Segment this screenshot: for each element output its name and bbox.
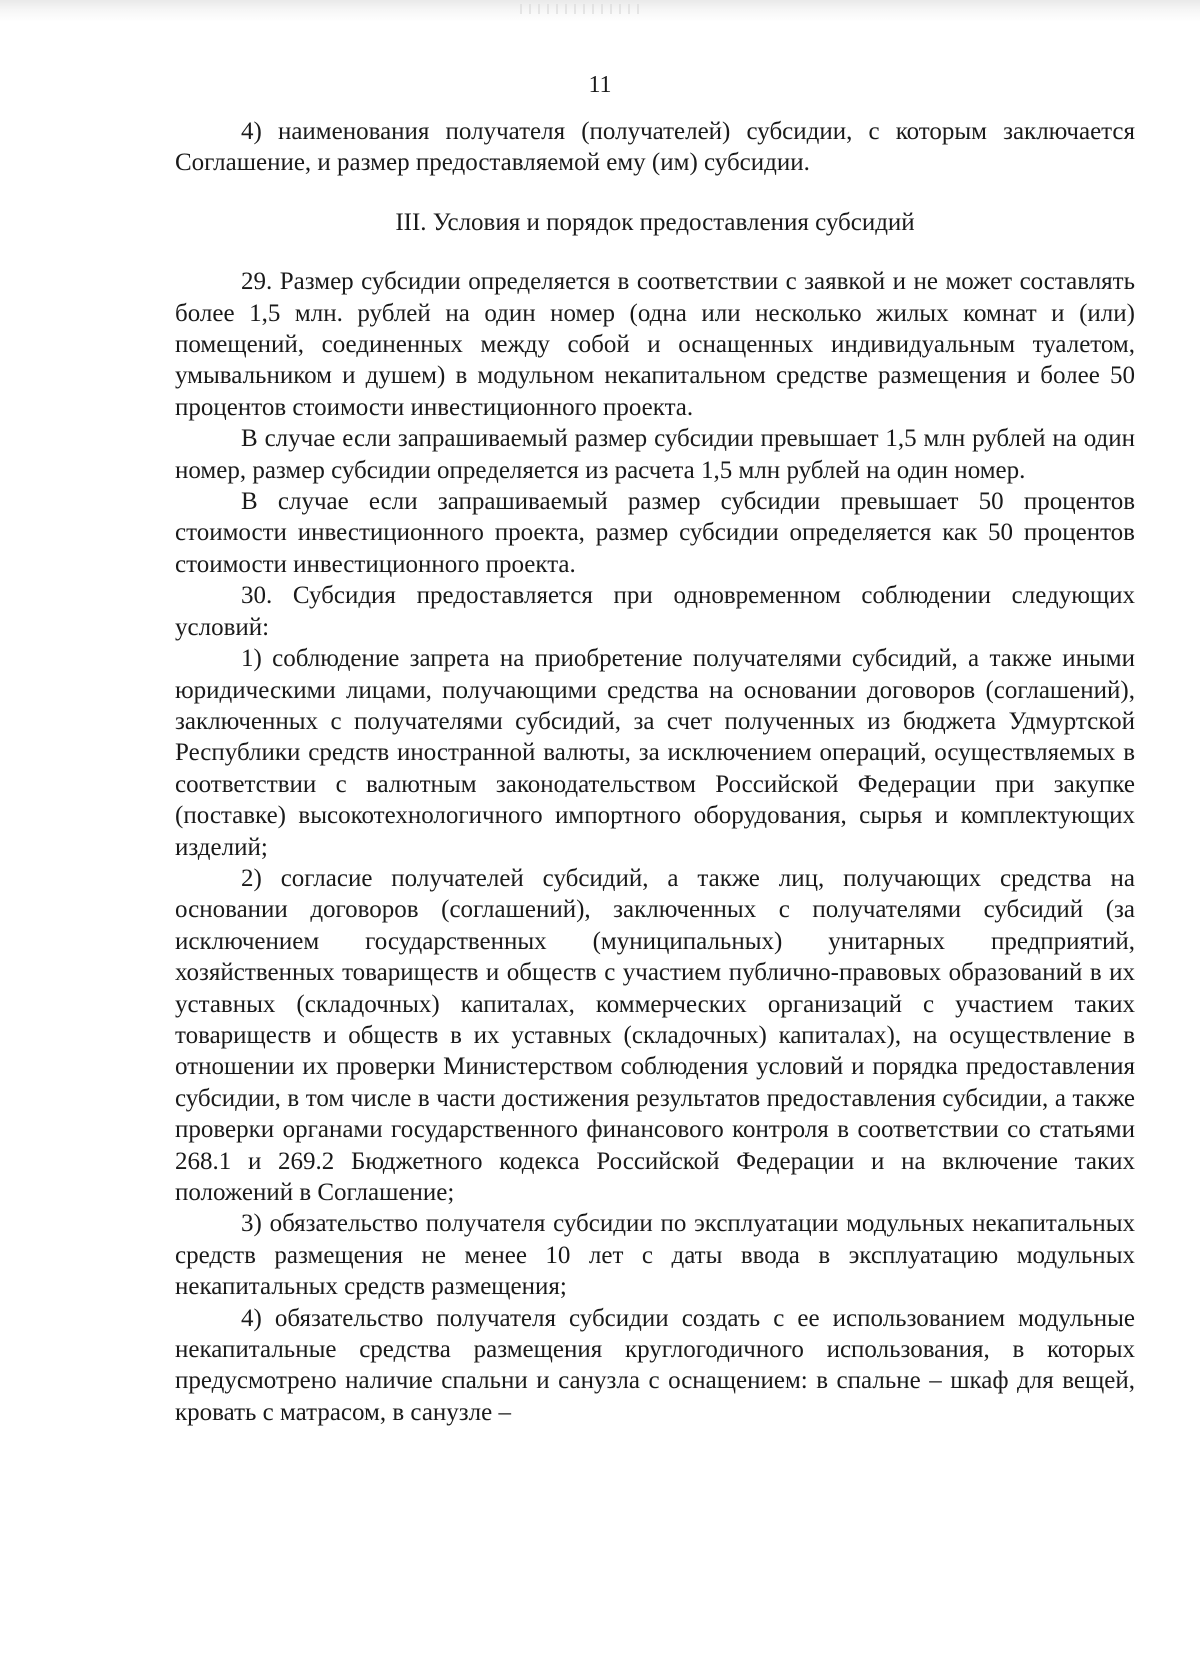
document-body: [175, 116, 1135, 1428]
paragraph-30-conditions: 30. Субсидия предоставляется при одновременном соблюдении следующих условий:: [175, 582, 1135, 641]
condition-2-audit-consent: 2) согласие получателей субсидий, а также лиц, получающих средства на основании договоров (соглашений), заключенных с получателями субсидий (за исключением государственных (муниципальных) унитарных предприятий, хозяйственных товариществ и обществ с участием публично-правовых образований в их уставных (складочных) капиталах, коммерческих организаций с участием таких товариществ и обществ в их уставных (складочных) капиталах), на осуществление в отношении их проверки Министерством соблюдения условий и порядка предоставления субсидии, в том числе в части достижения результатов предоставления субсидии, а также проверки органами государственного финансового контроля в соответствии со статьями 268.1 и 269.2 Бюджетного кодекса Российской Федерации и на включение таких положений в Соглашение;: [175, 864, 1135, 1206]
section-heading: III. Условия и порядок предоставления субсидий: [395, 208, 915, 236]
paragraph-item-4-recipient-names: 4) наименования получателя (получателей) субсидии, с которым заключается Соглашение, и размер предоставляемой ему (им) субсидии.: [175, 118, 1135, 177]
paragraph-limit-per-room: В случае если запрашиваемый размер субсидии превышает 1,5 млн рублей на один номер, размер субсидии определяется из расчета 1,5 млн рублей на один номер.: [175, 425, 1135, 484]
paragraph-limit-percent: В случае если запрашиваемый размер субсидии превышает 50 процентов стоимости инвестиционного проекта, размер субсидии определяется как 50 процентов стоимости инвестиционного проекта.: [175, 488, 1135, 578]
condition-1-currency-ban: 1) соблюдение запрета на приобретение получателями субсидий, а также иными юридическими лицами, получающими средства на основании договоров (соглашений), заключенных с получателями субсидий, за счет полученных из бюджета Удмуртской Республики средств иностранной валюты, за исключением операций, осуществляемых в соответствии с валютным законодательством Российской Федерации при закупке (поставке) высокотехнологичного импортного оборудования, сырья и комплектующих изделий;: [175, 645, 1135, 861]
paragraph-29-subsidy-size: 29. Размер субсидии определяется в соответствии с заявкой и не может составлять более 1,5 млн. рублей на один номер (одна или несколько жилых комнат и (или) помещений, соединенных между собой и оснащенных индивидуальным туалетом, умывальником и душем) в модульном некапитальном средстве размещения и более 50 процентов стоимости инвестиционного проекта.: [175, 268, 1135, 421]
condition-3-operation-obligation: 3) обязательство получателя субсидии по эксплуатации модульных некапитальных средств размещения не менее 10 лет с даты ввода в эксплуатацию модульных некапитальных средств размещения;: [175, 1210, 1135, 1301]
page-number: 11: [588, 72, 612, 98]
scan-artifact: [520, 4, 640, 14]
condition-4-facilities-obligation: 4) обязательство получателя субсидии создать с ее использованием модульные некапитальные средства размещения круглогодичного использования, в которых предусмотрено наличие спальни и санузла с оснащением: в спальне – шкаф для вещей, кровать с матрасом, в санузле –: [175, 1304, 1135, 1426]
